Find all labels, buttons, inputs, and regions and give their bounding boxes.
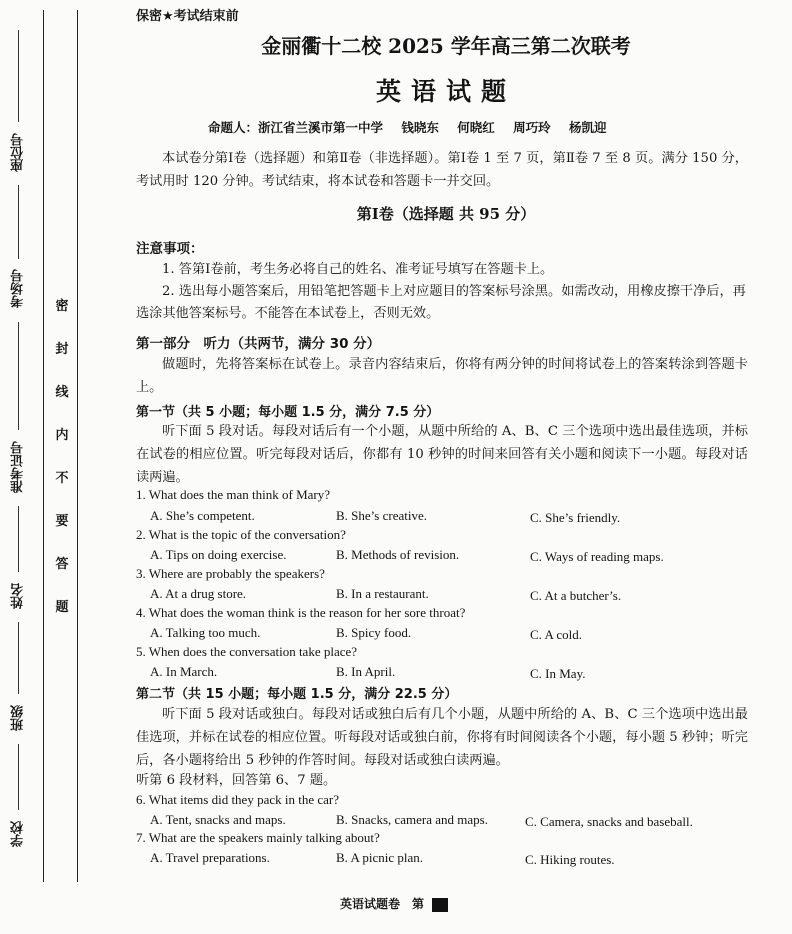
seal-char: 密 [55,299,69,314]
seal-char: 线 [55,385,69,400]
exam-room-label: 考场号 [11,269,26,309]
question-stem: 3. Where are probably the speakers? [136,566,325,581]
question-option-b: B. Methods of revision. [336,547,460,562]
seal-char: 答 [55,557,69,572]
question-option-a: A. She’s competent. [150,508,255,523]
section2-instructions: 听下面 5 段对话或独白。每段对话或独白后有几个小题，从题中所给的 A、B、C 三个选项中选出最佳选项，并标在试卷的相应位置。听每段对话或独白前，你将有时间阅读各个小题，每小题 5 秒钟；听完后，各小题将给出 5 秒钟的作答时间。每段对话或独白读两遍。 [136,707,748,768]
seat-number-label: 座位号 [11,133,26,173]
redaction-mark [432,898,448,912]
admission-number-blank [18,322,19,430]
listening-part-title: 第一部分 听力（共两节，满分 30 分） [136,336,381,352]
question-option-b: B. Snacks, camera and maps. [336,812,488,827]
section2-title: 第二节（共 15 小题；每小题 1.5 分，满分 22.5 分） [136,687,458,702]
listening-instructions: 做题时，先将答案标在试卷上。录音内容结束后，你将有两分钟的时间将试卷上的答案转涂到答题卡上。 [136,357,748,395]
question-stem: 4. What does the woman think is the reason for her sore throat? [136,605,466,620]
part1-heading: 第Ⅰ卷（选择题 共 95 分） [356,205,536,223]
seal-char: 要 [55,514,69,529]
question-option-b: B. In a restaurant. [336,586,429,601]
question-option-c: C. At a butcher’s. [530,588,622,603]
question-option-c: C. Camera, snacks and baseball. [525,814,693,829]
class-label: 班级 [11,705,26,731]
name-blank [18,506,19,572]
binding-margin [0,0,88,934]
section1-instructions: 听下面 5 段对话。每段对话后有一个小题，从题中所给的 A、B、C 三个选项中选出最佳选项，并标在试卷的相应位置。听完每段对话后，你都有 10 秒钟的时间来回答有关小题和阅读下一小题。每段对话读两遍。 [136,424,748,485]
question-option-a: A. In March. [150,664,218,679]
question-stem: 1. What does the man think of Mary? [136,487,330,502]
setter-name: 杨凯迎 [569,120,607,135]
setters-label: 命题人：浙江省兰溪市第一中学 [208,120,384,135]
setter-name: 何晓红 [457,120,495,135]
seat-number-blank [18,30,19,122]
confidential-mark: 保密★考试结束前 [136,9,239,24]
seal-char: 封 [55,342,69,357]
admission-number-label: 准考证号 [11,441,26,493]
margin-line-outer [77,10,78,882]
question-option-c: C. A cold. [530,627,583,642]
exam-room-blank [18,185,19,259]
setters-line [208,118,621,136]
exam-title: 金丽衢十二校 2025 学年高三第二次联考 [261,34,631,58]
question-option-a: A. At a drug store. [150,586,247,601]
notice-item-2: 2. 选出每小题答案后，用铅笔把答题卡上对应题目的答案标号涂黑。如需改动，用橡皮擦干净后，再选涂其他答案标号。不能答在本试卷上，否则无效。 [136,284,746,321]
question-option-b: B. Spicy food. [336,625,412,640]
question-stem: 6. What items did they pack in the car? [136,792,339,807]
class-blank [18,622,19,694]
question-option-c: C. Hiking routes. [525,852,615,867]
section2-material: 听第 6 段材料，回答第 6、7 题。 [136,773,337,788]
question-option-a: A. Tips on doing exercise. [150,547,287,562]
subject-title: 英语试题 [375,77,516,106]
footer-text: 英语试题卷 第 [340,897,425,911]
question-option-b: B. In April. [336,664,396,679]
question-stem: 2. What is the topic of the conversation? [136,527,346,542]
question-option-b: B. She’s creative. [336,508,427,523]
question-option-c: C. In May. [530,666,586,681]
intro-paragraph: 本试卷分第Ⅰ卷（选择题）和第Ⅱ卷（非选择题）。第Ⅰ卷 1 至 7 页，第Ⅱ卷 7 至 8 页。满分 150 分，考试用时 120 分钟。考试结束，将本试卷和答题卡一并交回。 [136,151,748,189]
notice-item-1: 1. 答第Ⅰ卷前，考生务必将自己的姓名、准考证号填写在答题卡上。 [162,262,554,277]
seal-char: 不 [55,471,69,486]
page-footer [340,895,448,912]
question-option-a: A. Tent, snacks and maps. [150,812,286,827]
seal-line-text [53,295,71,615]
question-option-c: C. She’s friendly. [530,510,621,525]
notice-title: 注意事项： [136,241,204,257]
question-option-b: B. A picnic plan. [336,850,424,865]
name-label: 姓名 [11,583,26,609]
question-option-a: A. Travel preparations. [150,850,270,865]
school-blank [18,744,19,810]
margin-line-inner [43,10,44,882]
school-label: 学校 [11,821,26,847]
seal-char: 内 [55,428,69,443]
question-stem: 7. What are the speakers mainly talking about? [136,830,380,845]
setter-name: 钱晓东 [401,120,439,135]
question-option-c: C. Ways of reading maps. [530,549,664,564]
section1-title: 第一节（共 5 小题；每小题 1.5 分，满分 7.5 分） [136,405,440,420]
setter-name: 周巧玲 [513,120,551,135]
question-option-a: A. Talking too much. [150,625,261,640]
question-stem: 5. When does the conversation take place? [136,644,358,659]
seal-char: 题 [55,600,69,615]
